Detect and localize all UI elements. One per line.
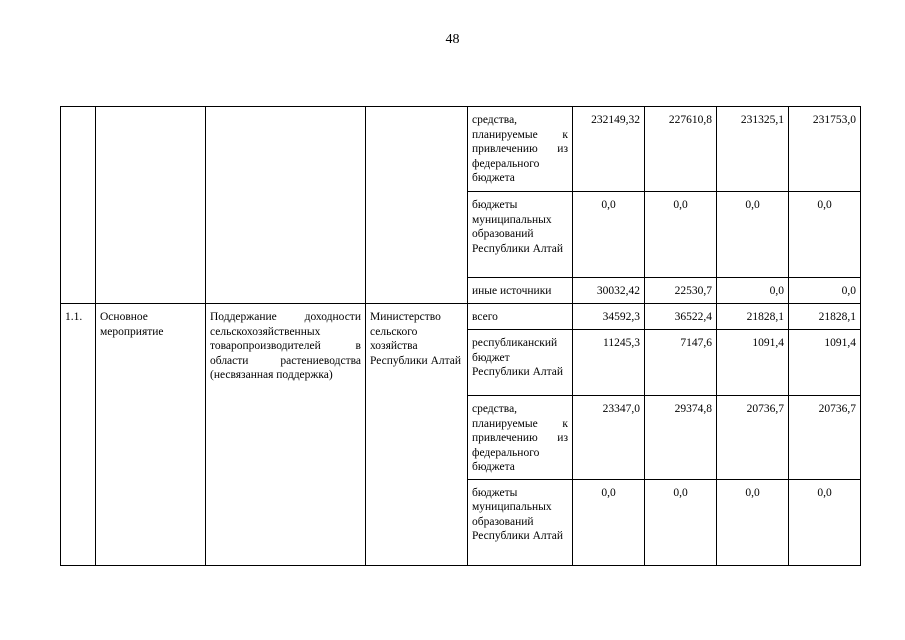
- value-cell: 21828,1: [717, 304, 789, 330]
- value-cell: 34592,3: [573, 304, 645, 330]
- value-cell: 23347,0: [573, 396, 645, 480]
- measure-executor-cell: Министерство сельского хозяйства Республики Алтай: [366, 304, 468, 566]
- page-number: 48: [445, 32, 460, 47]
- value-cell: 0,0: [717, 278, 789, 304]
- value-cell: 231325,1: [717, 107, 789, 192]
- value-cell: 227610,8: [645, 107, 717, 192]
- funding-source-cell: средства, планируемые к привлечению из федерального бюджета: [468, 107, 573, 192]
- funding-source-cell: иные источники: [468, 278, 573, 304]
- funding-source-cell: всего: [468, 304, 573, 330]
- funding-source-cell: республиканский бюджет Республики Алтай: [468, 330, 573, 396]
- value-cell: 0,0: [645, 479, 717, 565]
- name-cell-empty: [206, 107, 366, 304]
- value-cell: 22530,7: [645, 278, 717, 304]
- value-cell: 36522,4: [645, 304, 717, 330]
- value-cell: 0,0: [717, 192, 789, 278]
- value-cell: 21828,1: [789, 304, 861, 330]
- budget-table: [60, 106, 861, 566]
- value-cell: 7147,6: [645, 330, 717, 396]
- value-cell: 0,0: [573, 192, 645, 278]
- funding-source-cell: бюджеты муниципальных образований Республики Алтай: [468, 479, 573, 565]
- executor-cell-empty: [366, 107, 468, 304]
- value-cell: 1091,4: [717, 330, 789, 396]
- value-cell: 20736,7: [789, 396, 861, 480]
- value-cell: 231753,0: [789, 107, 861, 192]
- value-cell: 29374,8: [645, 396, 717, 480]
- table-row: [61, 107, 861, 192]
- value-cell: 20736,7: [717, 396, 789, 480]
- value-cell: 11245,3: [573, 330, 645, 396]
- type-cell-empty: [96, 107, 206, 304]
- value-cell: 0,0: [717, 479, 789, 565]
- value-cell: 0,0: [789, 192, 861, 278]
- measure-name-cell: Поддержание доходности сельскохозяйственных товаропроизводителей в области растениеводства (несвязанная поддержка): [206, 304, 366, 566]
- value-cell: 232149,32: [573, 107, 645, 192]
- value-cell: 1091,4: [789, 330, 861, 396]
- measure-type-cell: Основное мероприятие: [96, 304, 206, 566]
- value-cell: 0,0: [645, 192, 717, 278]
- value-cell: 30032,42: [573, 278, 645, 304]
- value-cell: 0,0: [789, 278, 861, 304]
- table-row: [61, 304, 861, 330]
- funding-source-cell: бюджеты муниципальных образований Республики Алтай: [468, 192, 573, 278]
- number-cell-empty: [61, 107, 96, 304]
- value-cell: 0,0: [573, 479, 645, 565]
- value-cell: 0,0: [789, 479, 861, 565]
- measure-number-cell: 1.1.: [61, 304, 96, 566]
- funding-source-cell: средства, планируемые к привлечению из федерального бюджета: [468, 396, 573, 480]
